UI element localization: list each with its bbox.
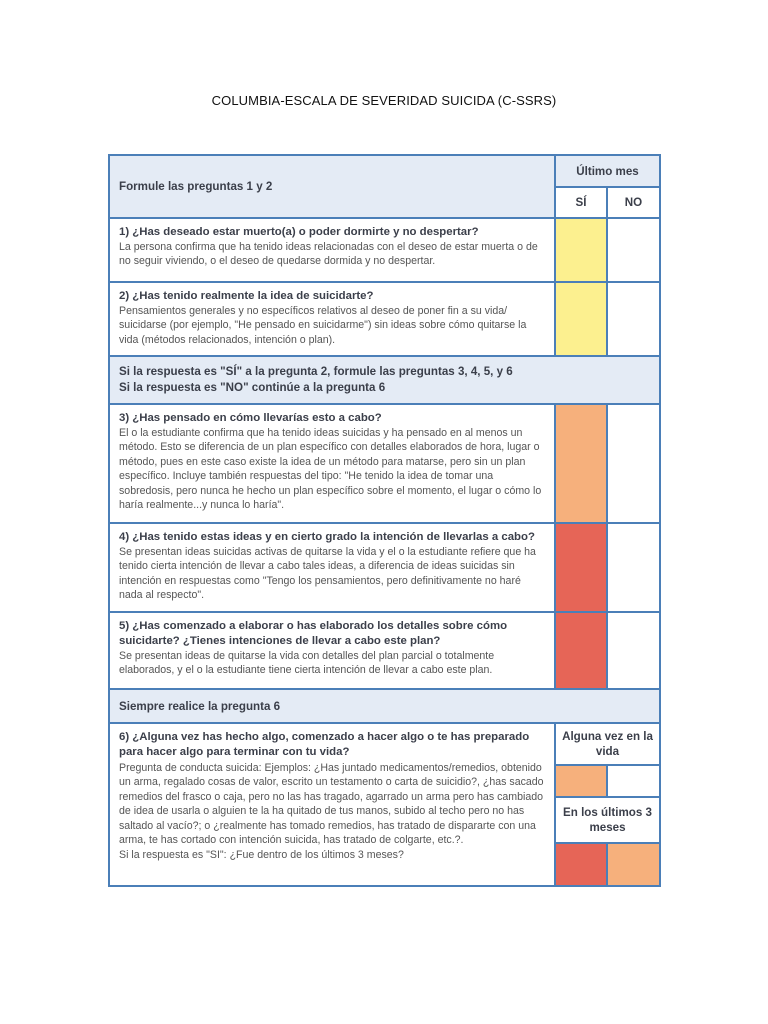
period-header: Último mes (556, 156, 659, 186)
question-6-followup: Si la respuesta es "SI": ¿Fue dentro de los últimos 3 meses? (119, 849, 404, 862)
question-5-text: 5) ¿Has comenzado a elaborar o has elaborado los detalles sobre cómo suicidarte? ¿Tienes intenciones de llevar a cabo este plan? (119, 620, 508, 647)
header-instruction: Formule las preguntas 1 y 2 (119, 180, 273, 193)
q1-no-cell[interactable] (608, 219, 659, 281)
q6-lifetime-header: Alguna vez en la vida (556, 724, 659, 764)
question-1-text: 1) ¿Has deseado estar muerto(a) o poder dormirte y no despertar? (119, 226, 479, 238)
q5-yes-cell[interactable] (556, 613, 606, 688)
q6-lifetime-no-cell[interactable] (608, 766, 659, 796)
cssrs-form (108, 154, 661, 887)
q4-no-cell[interactable] (608, 524, 659, 611)
question-2-description: Pensamientos generales y no específicos relativos al deseo de poner fin a su vida/ suicidarse (por ejemplo, "He pensado en suicidarme") sin ideas sobre cómo quitarse la vida (métodos relacionados, intención o plan). (119, 305, 527, 346)
question-4-description: Se presentan ideas suicidas activas de quitarse la vida y el o la estudiante refiere que ha tenido cierta intención de llevar a cabo tales ideas, a diferencia de ideas suicidas sin intención en respuestas como "Tengo los pensamientos, pero definitivamente no haré nada al respecto". (119, 546, 536, 602)
question-4 (110, 524, 554, 611)
q6-lifetime-yes-cell[interactable] (556, 766, 606, 796)
question-1 (110, 219, 554, 281)
q2-yes-cell[interactable] (556, 283, 606, 355)
always-band (110, 690, 659, 722)
q1-yes-cell[interactable] (556, 219, 606, 281)
question-2 (110, 283, 554, 355)
instruction-no: Si la respuesta es "NO" continúe a la pregunta 6 (119, 381, 386, 394)
q3-no-cell[interactable] (608, 405, 659, 522)
question-3 (110, 405, 554, 522)
header-instruction-cell (110, 156, 554, 217)
question-3-description: El o la estudiante confirma que ha tenido ideas suicidas y ha pensado en al menos un método. Esto se diferencia de un plan específico con detalles elaborados de hora, lugar o método, pues en este caso existe la idea de un método para matarse, pero sin un plan específico. Incluye también respuestas del tipo: "He tenido la idea de tomar una sobredosis, pero nunca he hecho un plan específico sobre el momento, el lugar o cómo lo haría realmente...y nunca lo haría". (119, 427, 542, 512)
instruction-band (110, 357, 659, 403)
question-5 (110, 613, 554, 688)
col-yes-header: SÍ (556, 188, 606, 217)
question-2-text: 2) ¿Has tenido realmente la idea de suicidarte? (119, 290, 374, 302)
q3-yes-cell[interactable] (556, 405, 606, 522)
question-6 (110, 724, 554, 885)
question-5-description: Se presentan ideas de quitarse la vida con detalles del plan parcial o totalmente elaborados, y el o la estudiante tiene cierta intención de llevar a cabo este plan. (119, 650, 495, 677)
q2-no-cell[interactable] (608, 283, 659, 355)
question-1-description: La persona confirma que ha tenido ideas relacionadas con el deseo de estar muerta o de no seguir viviendo, o el deseo de quedarse dormida y no despertar. (119, 241, 538, 268)
question-4-text: 4) ¿Has tenido estas ideas y en cierto grado la intención de llevarlas a cabo? (119, 531, 535, 543)
q4-yes-cell[interactable] (556, 524, 606, 611)
instruction-yes: Si la respuesta es "SÍ" a la pregunta 2, formule las preguntas 3, 4, 5, y 6 (119, 365, 513, 378)
question-6-text: 6) ¿Alguna vez has hecho algo, comenzado a hacer algo o te has preparado para hacer algo para terminar con tu vida? (119, 731, 530, 758)
instruction-always: Siempre realice la pregunta 6 (119, 699, 281, 713)
q6-3months-yes-cell[interactable] (556, 844, 606, 885)
q6-3months-no-cell[interactable] (608, 844, 659, 885)
document-title: COLUMBIA-ESCALA DE SEVERIDAD SUICIDA (C-SSRS) (211, 93, 557, 108)
question-6-description: Pregunta de conducta suicida: Ejemplos: ¿Has juntado medicamentos/remedios, obtenido un arma, regalado cosas de valor, escrito un testamento o carta de suicidio?, ¿has sacado remedios del frasco o caja, pero no las has tragado, agarrado un arma pero has cambiado de idea de usarla o alguien te la ha quitado de tus manos, subido al techo pero no has saltado al vacío?; o ¿realmente has tomado remedios, has tratado de dispararte con una arma, te has cortado con intención suicida, has tratado de colgarte, etc.?. (119, 762, 544, 847)
question-3-text: 3) ¿Has pensado en cómo llevarías esto a cabo? (119, 412, 382, 424)
q5-no-cell[interactable] (608, 613, 659, 688)
q6-3months-header: En los últimos 3 meses (556, 798, 659, 842)
col-no-header: NO (608, 188, 659, 217)
